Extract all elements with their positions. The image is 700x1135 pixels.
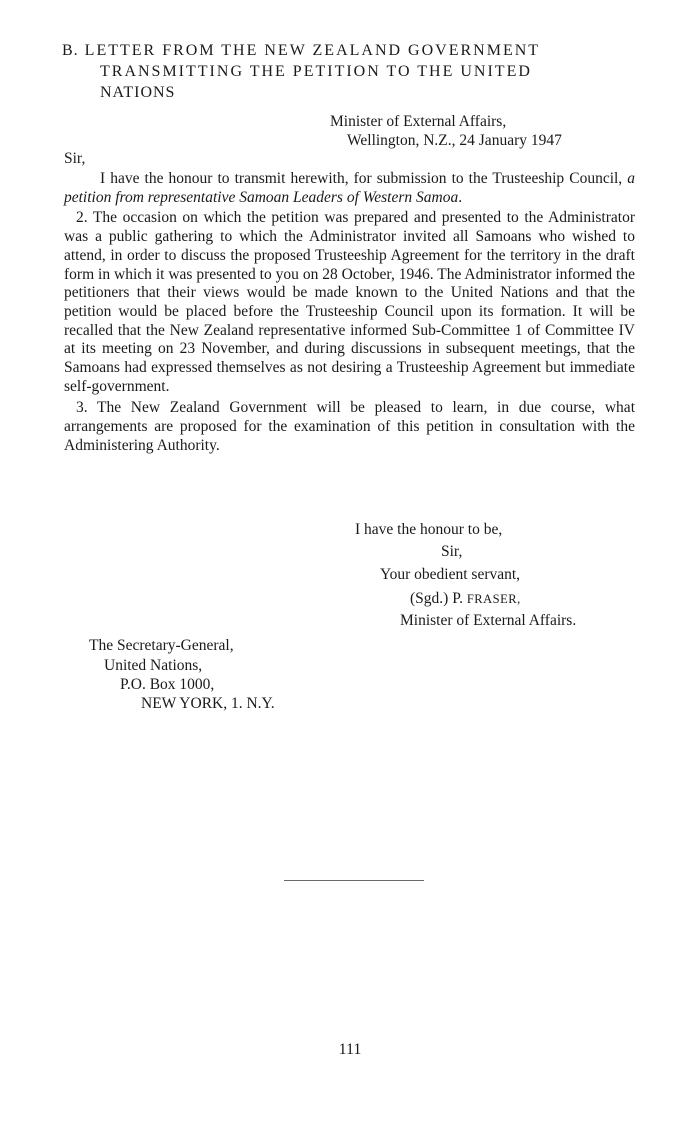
paragraph-1-end: .: [458, 188, 463, 206]
salutation: Sir,: [64, 150, 86, 167]
addressee-line-4: NEW YORK, 1. N.Y.: [141, 695, 275, 712]
letter-body: [64, 170, 635, 456]
letter-heading: [62, 40, 642, 103]
heading-line-2: TRANSMITTING THE PETITION TO THE UNITED: [100, 63, 532, 80]
addressee-line-1: The Secretary-General,: [89, 637, 234, 654]
paragraph-3: 3. The New Zealand Government will be pleased to learn, in due course, what arrangements are proposed for the examination of this petition in consultation with the Administering Authority.: [64, 399, 635, 454]
heading-line-3: NATIONS: [100, 84, 176, 101]
signatory-name: FRASER,: [466, 592, 521, 606]
signature-prefix: (Sgd.) P.: [410, 590, 467, 607]
sender-office: Minister of External Affairs,: [330, 113, 507, 130]
closing-line-2: Sir,: [441, 543, 463, 560]
section-divider: [284, 880, 424, 881]
section-label: B.: [62, 42, 79, 59]
page-number: 111: [338, 1041, 362, 1058]
heading-text-1: LETTER FROM THE NEW ZEALAND GOVERNMENT: [84, 42, 541, 59]
closing-line-3: Your obedient servant,: [380, 566, 521, 583]
signature: [410, 589, 521, 609]
paragraph-1: [64, 170, 635, 207]
addressee-line-2: United Nations,: [104, 657, 203, 674]
sender-place-date: Wellington, N.Z., 24 January 1947: [347, 132, 562, 149]
paragraph-2: 2. The occasion on which the petition was prepared and presented to the Administrator was a public gathering to which the Administrator invited all Samoans who wished to attend, in order to discuss the proposed Trusteeship Agreement for the territory in the draft form in which it was presented to you on 28 October, 1946. The Administrator informed the petitioners that their views would be made known to the United Nations and that the petition would be placed before the Trusteeship Council upon its formation. It will be recalled that the New Zealand representative informed Sub-Committee 1 of Committee IV at its meeting on 23 November, and during discussions in subsequent meetings, that the Samoans had expressed themselves as not desiring a Trusteeship Agreement but immediate self-government.: [64, 209, 635, 395]
paragraph-1-text: I have the honour to transmit herewith, for submission to the Trusteeship Council,: [100, 170, 628, 187]
heading-line-1: [62, 40, 642, 61]
signatory-title: Minister of External Affairs.: [400, 612, 577, 629]
closing-line-1: I have the honour to be,: [355, 521, 503, 538]
addressee-line-3: P.O. Box 1000,: [120, 676, 215, 693]
petition-title: a petition from representative Samoan Leaders of Western Samoa: [64, 170, 635, 206]
